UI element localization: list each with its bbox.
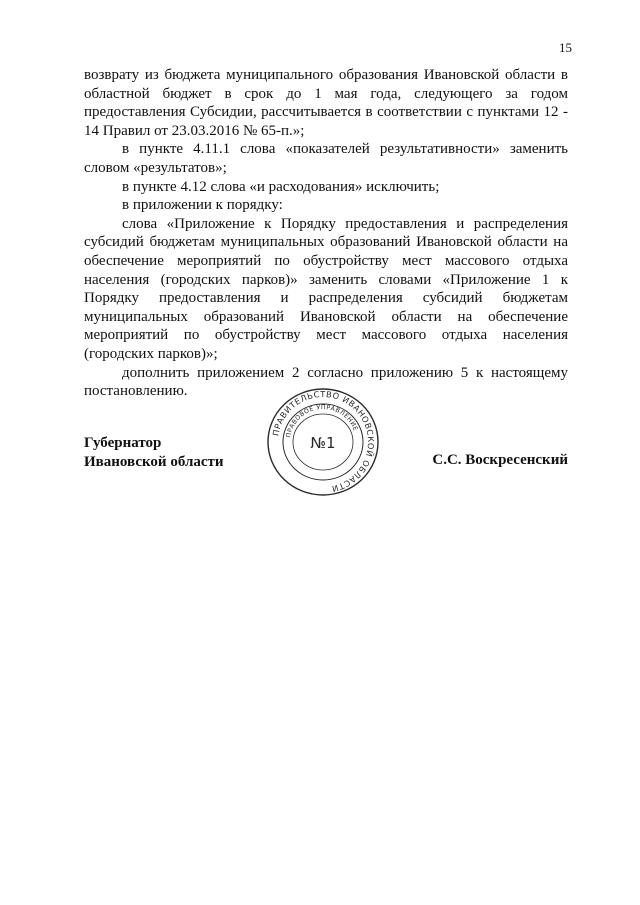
paragraph-5: слова «Приложение к Порядку предоставления и распределения субсидий бюджетам муниципальных образований Ивановской области на обеспечение мероприятий по обустройству мест массового отдыха населения (городских парков)» заменить словами «Приложение 1 к Порядку предоставления и распределения субсидий бюджетам муниципальных образований Ивановской области на обеспечение мероприятий по обустройству мест массового отдыха населения (городских парков)»; (84, 215, 568, 362)
paragraph-2: в пункте 4.11.1 слова «показателей результативности» заменить словом «результатов»; (84, 141, 568, 176)
seal-graphic (258, 386, 388, 498)
paragraph-6: дополнить приложением 2 согласно приложению 5 к настоящему постановлению. (84, 364, 568, 400)
document-body (84, 66, 568, 401)
signatory-title-line-1: Губернатор (84, 435, 162, 451)
seal-number: №1 (310, 434, 336, 452)
signatory-title-line-2: Ивановской области (84, 453, 224, 470)
paragraph-4: в приложении к порядку: (122, 197, 283, 214)
signatory-name: С.С. Воскресенский (432, 452, 568, 468)
official-seal (258, 386, 388, 498)
paragraph-1: возврату из бюджета муниципального образования Ивановской области в областной бюджет в срок до 1 мая года, следующего за годом предоставления Субсидии, рассчитывается в соответствии с пунктами 12 - 14 Правил от 23.03.2016 № 65-п.»; (84, 67, 568, 139)
signatory-title (84, 434, 224, 471)
page-number: 15 (559, 40, 572, 55)
seal-inner-text: ПРАВОВОЕ УПРАВЛЕНИЕ (285, 403, 359, 439)
seal-outer-text: ПРАВИТЕЛЬСТВО ИВАНОВСКОЙ ОБЛАСТИ (270, 388, 377, 495)
paragraph-3: в пункте 4.12 слова «и расходования» исключить; (122, 178, 440, 195)
